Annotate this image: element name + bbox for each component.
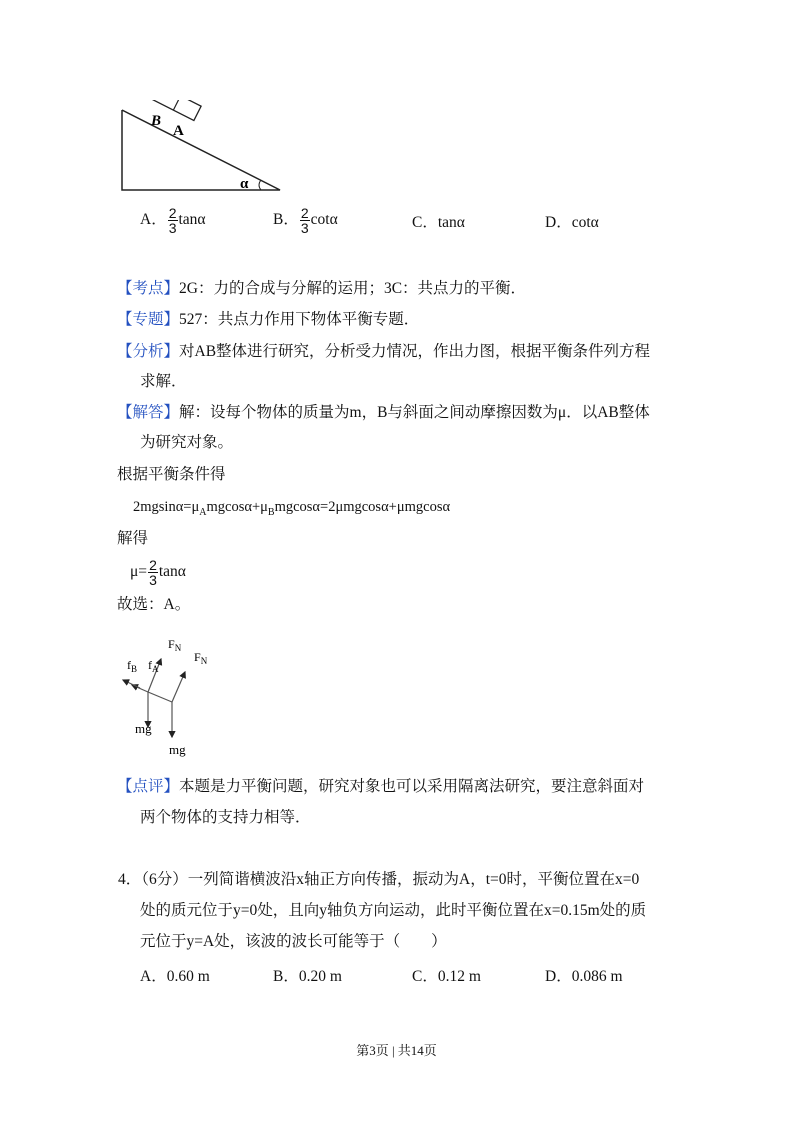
option-text: tanα — [178, 211, 206, 229]
equation: $2mgsin\alpha=\mu_Amgcos\alpha+\mu_Bmgcos\alpha=2\mu mgcos\alpha+\mu mgcos\alpha$ — [133, 499, 451, 518]
q3-option-b[interactable] — [273, 206, 338, 235]
q4-option-b[interactable]: B．0.20 m — [273, 968, 342, 985]
option-text: tanα — [437, 214, 465, 231]
option-text: cotα — [310, 211, 338, 229]
fb-label: $f_B$ — [127, 658, 138, 674]
label-a: A — [173, 123, 184, 139]
option-text: cotα — [571, 214, 599, 231]
option-letter: A． — [140, 211, 167, 229]
fraction: $\frac{2}{3}$ — [300, 205, 309, 236]
angle-label: α — [240, 176, 249, 192]
solve-label: 解得 — [117, 530, 149, 547]
q4-option-a[interactable]: A．0.60 m — [140, 968, 210, 985]
option-letter: C． — [412, 214, 438, 231]
fenxi-line: 【分析】对AB整体进行研究，分析受力情况，作出力图，根据平衡条件列方程 — [117, 343, 651, 360]
answer-line: 故选：A。 — [117, 596, 191, 613]
mg-label-2: mg — [169, 742, 186, 757]
fa-label: $f_A$ — [148, 658, 159, 674]
q4-stem-2: 处的质元位于y=0处，且向y轴负方向运动，此时平衡位置在x=0.15m处的质 — [140, 902, 647, 919]
fn-label-2: $F_N$ — [194, 650, 208, 666]
dianping-line: 【点评】本题是力平衡问题，研究对象也可以采用隔离法研究，要注意斜面对 — [117, 778, 645, 795]
fraction: $\frac{2}{3}$ — [168, 205, 177, 236]
q4-stem-3: 元位于y=A处，该波的波长可能等于（ ） — [140, 933, 447, 950]
q3-option-d[interactable] — [545, 210, 599, 232]
force-diagram — [118, 632, 228, 762]
incline-figure — [115, 100, 290, 195]
q4-option-c[interactable]: C．0.12 m — [412, 968, 481, 985]
q3-option-a[interactable] — [140, 206, 206, 235]
kaodian-line: 【考点】2G：力的合成与分解的运用；3C：共点力的平衡． — [117, 280, 527, 297]
dianping-line-2: 两个物体的支持力相等． — [140, 809, 311, 826]
mu-result: μ= $\frac{2}{3}$ tanα — [130, 557, 186, 588]
zhuanti-line: 【专题】527：共点力作用下物体平衡专题． — [117, 311, 420, 328]
jieda-line: 【解答】解：设每个物体的质量为m，B与斜面之间动摩擦因数为μ．以AB整体 — [117, 404, 650, 421]
q3-option-c[interactable] — [412, 210, 465, 232]
label-b: B — [151, 113, 162, 129]
mg-label-1: mg — [135, 721, 152, 736]
option-letter: B． — [273, 211, 299, 229]
page-footer: 第3页 | 共14页 — [356, 1043, 437, 1058]
jieda-line-2: 为研究对象。 — [140, 434, 234, 451]
fenxi-line-2: 求解． — [140, 373, 187, 390]
option-letter: D． — [545, 214, 572, 231]
solution-line: 根据平衡条件得 — [117, 466, 226, 483]
q4-stem-1: 4．（6分）一列简谐横波沿x轴正方向传播，振动为A，t=0时，平衡位置在x=0 — [118, 871, 640, 888]
q4-option-d[interactable]: D．0.086 m — [545, 968, 623, 985]
fn-label-1: $F_N$ — [168, 637, 182, 653]
